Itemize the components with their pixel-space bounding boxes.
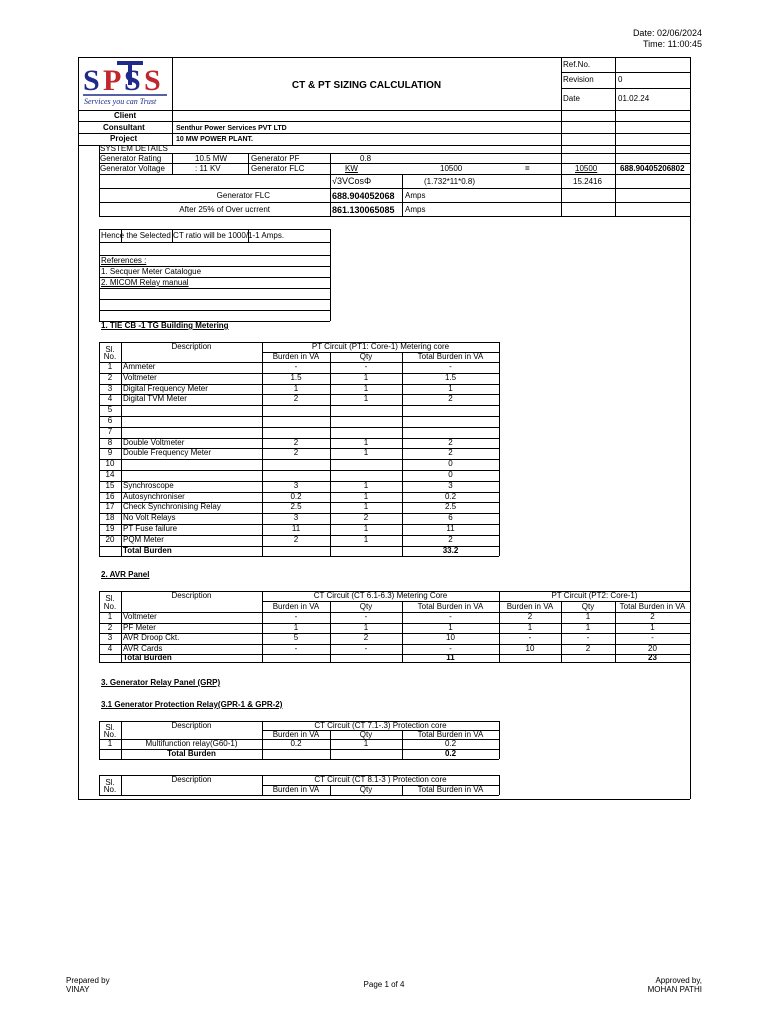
- total-burden-label: Total Burden: [123, 545, 172, 555]
- reference-1: 1. Secquer Meter Catalogue: [101, 267, 202, 276]
- row-pt-total: 2: [650, 612, 655, 621]
- row-no: 1: [107, 362, 113, 371]
- row-ct-burden: 1: [293, 622, 299, 632]
- row-total: 2: [448, 394, 453, 404]
- row-description: Check Synchronising Relay: [123, 502, 221, 512]
- row-pt-total: -: [651, 633, 654, 643]
- rule-line: [99, 556, 499, 557]
- row-pt-burden: 10: [525, 643, 535, 653]
- row-total: 2: [448, 437, 453, 447]
- row-qty: -: [364, 362, 368, 371]
- kw-label: KW: [345, 164, 358, 173]
- row-qty: 1: [363, 491, 369, 501]
- row-description: Voltmeter: [123, 612, 157, 621]
- date-value: 01.02.24: [618, 94, 650, 103]
- qty-header: Qty: [359, 352, 373, 361]
- row-no: 8: [107, 437, 113, 447]
- burden-header: Burden in VA: [272, 602, 320, 611]
- total-burden-header: Total Burden in VA: [417, 602, 484, 611]
- row-total: 0.2: [444, 491, 457, 501]
- row-no: 16: [105, 491, 115, 501]
- row-ct-qty: 1: [363, 622, 369, 632]
- rule-line: [99, 662, 690, 663]
- row-burden: 1.5: [290, 372, 302, 382]
- equals-sign: =: [525, 164, 530, 173]
- total-burden-value: 33.2: [442, 545, 459, 555]
- row-pt-burden: 2: [527, 612, 533, 621]
- row-qty: 1: [363, 524, 369, 533]
- total-ct-value: 11: [446, 653, 455, 663]
- consultant-value: Senthur Power Services PVT LTD: [176, 125, 287, 132]
- pt-total-header: Total Burden in VA: [619, 602, 686, 611]
- row-no: 4: [107, 394, 113, 404]
- no-header: No.: [103, 352, 117, 361]
- row-pt-burden: -: [528, 633, 532, 643]
- row-description: No Volt Relays: [123, 513, 176, 523]
- row-qty: 1: [363, 739, 369, 748]
- gen-rating-value: 10.5 MW: [195, 154, 228, 163]
- row-burden: 2: [293, 534, 299, 544]
- sl-header: Sl.: [105, 345, 115, 354]
- consultant-label: Consultant: [103, 123, 145, 132]
- row-description: PQM Meter: [123, 534, 164, 544]
- project-value: 10 MW POWER PLANT.: [176, 136, 254, 143]
- row-qty: 1: [363, 448, 369, 458]
- rule-line: [121, 591, 122, 662]
- svg-text:S: S: [144, 64, 161, 97]
- row-no: 2: [107, 622, 113, 632]
- row-burden: 0.2: [290, 491, 302, 501]
- row-total: 1.5: [444, 372, 457, 382]
- row-burden: 3: [293, 513, 299, 523]
- svg-text:S: S: [83, 64, 100, 97]
- row-burden: 2: [293, 448, 299, 458]
- rule-line: [499, 342, 500, 556]
- row-total: 2: [448, 448, 453, 458]
- row-no: 10: [105, 459, 115, 469]
- row-qty: 1: [363, 394, 369, 404]
- gen-voltage-value: : 11 KV: [195, 164, 221, 173]
- svg-text:S: S: [124, 64, 141, 97]
- description-header: Description: [171, 721, 212, 730]
- section3-title: 3. Generator Relay Panel (GRP): [101, 678, 221, 687]
- burden-header: Burden in VA: [272, 730, 320, 739]
- row-total: 2.5: [444, 502, 457, 512]
- row-total: 0.2: [444, 739, 457, 748]
- row-no: 3: [107, 383, 113, 393]
- section2-title: 2. AVR Panel: [101, 570, 150, 579]
- row-pt-burden: 1: [527, 622, 533, 632]
- qty-header: Qty: [359, 785, 373, 794]
- row-pt-qty: -: [586, 633, 590, 643]
- sl-header: Sl.: [105, 778, 115, 787]
- burden-header: Burden in VA: [272, 785, 320, 794]
- system-details-heading: SYSTEM DETAILS: [100, 144, 168, 153]
- row-burden: 2: [293, 437, 299, 447]
- row-total: 0: [448, 470, 453, 479]
- row-qty: 1: [363, 502, 369, 512]
- overcurrent-unit: Amps: [405, 205, 426, 214]
- page-number: Page 1 of 4: [363, 980, 405, 989]
- client-label: Client: [114, 111, 137, 120]
- numerator-value: 10500: [575, 164, 598, 173]
- references-label: References :: [101, 256, 147, 265]
- flc-unit: Amps: [405, 191, 426, 200]
- project-label: Project: [110, 134, 138, 143]
- rule-line: [99, 427, 499, 428]
- rule-line: [499, 775, 500, 795]
- row-description: Multifunction relay(G60-1): [145, 739, 238, 748]
- row-description: Voltmeter: [123, 372, 157, 382]
- no-header: No.: [103, 730, 117, 739]
- gen-pf-value: 0.8: [360, 154, 372, 163]
- ct-circuit-header: CT Circuit (CT 6.1-6.3) Metering Core: [313, 591, 448, 600]
- description-header: Description: [171, 775, 212, 784]
- company-logo: [79, 58, 172, 110]
- ct-circuit-header: CT Circuit (CT 8.1-3 ) Protection core: [314, 775, 447, 784]
- gen-flc-label: Generator FLC: [251, 164, 305, 173]
- row-no: 17: [105, 502, 115, 512]
- prepared-by-label: Prepared by: [66, 976, 110, 985]
- row-ct-qty: -: [364, 643, 368, 653]
- row-qty: 2: [363, 513, 369, 523]
- overcurrent-label: After 25% of Over ucrrent: [179, 205, 270, 214]
- row-burden: 3: [293, 480, 299, 490]
- burden-header: Burden in VA: [272, 352, 320, 361]
- total-burden-header: Total Burden in VA: [417, 785, 484, 794]
- formula-text: √3VCosΦ: [332, 176, 372, 186]
- row-burden: 2.5: [290, 502, 302, 512]
- rule-line: [690, 591, 691, 662]
- row-description: Double Voltmeter: [123, 437, 185, 447]
- rule-line: [99, 416, 499, 417]
- row-ct-qty: 2: [363, 633, 369, 643]
- row-total: 3: [448, 480, 453, 490]
- section1-title: 1. TIE CB -1 TG Building Metering: [101, 321, 229, 330]
- row-ct-qty: -: [364, 612, 368, 621]
- row-no: 18: [105, 513, 115, 523]
- flc-value: 688.904052068: [332, 191, 395, 201]
- row-qty: 1: [363, 437, 369, 447]
- print-date: Date: 02/06/2024: [632, 28, 702, 38]
- qty-header: Qty: [359, 730, 373, 739]
- total-burden-header: Total Burden in VA: [417, 730, 484, 739]
- section3-subtitle: 3.1 Generator Protection Relay(GPR-1 & GPR-2): [101, 700, 283, 709]
- row-ct-burden: 5: [293, 633, 299, 643]
- row-total: 11: [446, 524, 455, 533]
- row-total: 6: [448, 513, 453, 523]
- row-description: PT Fuse failure: [123, 524, 178, 533]
- row-no: 1: [107, 739, 113, 748]
- page-title: CT & PT SIZING CALCULATION: [291, 80, 442, 91]
- print-time: Time: 11:00:45: [642, 39, 702, 49]
- no-header: No.: [103, 785, 117, 794]
- approved-by-label: Approved by,: [655, 976, 702, 985]
- flc-result: 688.90405206802: [620, 164, 685, 173]
- row-qty: 1: [363, 480, 369, 490]
- row-no: 15: [105, 480, 115, 490]
- rule-line: [99, 405, 499, 406]
- total-pt-value: 23: [648, 653, 657, 663]
- row-ct-total: 1: [448, 622, 453, 632]
- row-no: 4: [107, 643, 113, 653]
- gen-pf-label: Generator PF: [251, 154, 300, 163]
- row-qty: 1: [363, 383, 369, 393]
- row-ct-total: -: [449, 612, 452, 621]
- row-burden: 11: [291, 524, 301, 533]
- row-qty: 1: [363, 372, 369, 382]
- row-no: 19: [105, 524, 115, 533]
- row-no: 9: [107, 448, 113, 458]
- row-qty: 1: [363, 534, 369, 544]
- total-burden-header: Total Burden in VA: [417, 352, 484, 361]
- prepared-by-name: VINAY: [66, 985, 90, 994]
- row-total: -: [449, 362, 452, 371]
- logo-tagline: Services you can Trust: [84, 97, 157, 106]
- row-pt-qty: 2: [585, 643, 591, 653]
- rule-line: [499, 721, 500, 759]
- date-label: Date: [563, 94, 580, 103]
- row-burden: 1: [293, 383, 299, 393]
- rule-line: [99, 759, 499, 760]
- row-description: Double Frequency Meter: [123, 448, 212, 458]
- no-header: No.: [103, 602, 117, 611]
- row-total: 0: [448, 459, 453, 469]
- row-ct-total: -: [449, 643, 452, 653]
- overcurrent-value: 861.130065085: [332, 205, 395, 215]
- gen-rating-label: Generator Rating: [100, 154, 162, 163]
- row-no: 7: [107, 426, 113, 436]
- denominator-value: 15.2416: [573, 177, 602, 186]
- row-total: 2: [448, 534, 453, 544]
- row-description: Ammeter: [123, 362, 156, 371]
- row-ct-burden: -: [294, 612, 298, 621]
- sl-header: Sl.: [105, 594, 115, 603]
- qty-header: Qty: [359, 602, 373, 611]
- row-no: 20: [105, 534, 115, 544]
- description-header: Description: [171, 342, 212, 351]
- row-burden: 2: [293, 394, 299, 404]
- approved-by-name: MOHAN PATHI: [647, 985, 702, 994]
- description-header: Description: [171, 591, 212, 600]
- row-description: Autosynchroniser: [123, 491, 185, 501]
- row-pt-qty: 1: [585, 622, 591, 632]
- pt-circuit-header: PT Circuit (PT2: Core-1): [551, 591, 638, 600]
- row-description: PF Meter: [123, 622, 156, 632]
- pt-circuit-header: PT Circuit (PT1: Core-1) Metering core: [311, 342, 450, 351]
- total-burden-label: Total Burden: [123, 653, 172, 663]
- row-no: 2: [107, 372, 113, 382]
- svg-text:P: P: [103, 64, 122, 97]
- ref-label: Ref.No.: [563, 60, 591, 69]
- total-burden-label: Total Burden: [167, 749, 216, 758]
- gen-voltage-label: Generator Voltage: [100, 164, 165, 173]
- row-no: 3: [107, 633, 113, 643]
- ct-circuit-header: CT Circuit (CT 7.1-.3) Protection core: [314, 721, 447, 730]
- pt-qty-header: Qty: [581, 602, 595, 611]
- kw-value: 10500: [440, 164, 463, 173]
- row-pt-total: 1: [650, 622, 655, 632]
- total-burden-value: 0.2: [444, 749, 457, 758]
- reference-2: 2. MICOM Relay manual: [101, 278, 189, 287]
- row-no: 5: [107, 405, 113, 415]
- row-ct-total: 10: [446, 633, 455, 643]
- row-description: Digital Frequency Meter: [123, 383, 208, 393]
- revision-value: 0: [618, 75, 623, 84]
- row-description: Synchroscope: [123, 480, 174, 490]
- row-burden: 0.2: [290, 739, 302, 748]
- row-pt-qty: 1: [585, 612, 591, 621]
- row-description: AVR Cards: [123, 643, 163, 653]
- formula-values: (1.732*11*0.8): [424, 177, 475, 186]
- ct-ratio-note: Hence the Selected CT ratio will be 1000/1-1 Amps.: [101, 231, 285, 240]
- rule-line: [121, 342, 122, 556]
- row-burden: -: [294, 362, 298, 371]
- row-description: AVR Droop Ckt.: [123, 633, 180, 643]
- pt-burden-header: Burden in VA: [506, 602, 554, 611]
- flc-label: Generator FLC: [216, 191, 270, 200]
- sl-header: Sl.: [105, 723, 115, 732]
- row-total: 1: [448, 383, 453, 393]
- revision-label: Revision: [563, 75, 594, 84]
- row-description: Digital TVM Meter: [123, 394, 187, 404]
- row-no: 6: [107, 416, 113, 425]
- rule-line: [99, 795, 499, 796]
- row-ct-burden: -: [294, 643, 298, 653]
- row-no: 1: [107, 612, 113, 621]
- row-pt-total: 20: [648, 643, 657, 653]
- row-no: 14: [105, 470, 115, 479]
